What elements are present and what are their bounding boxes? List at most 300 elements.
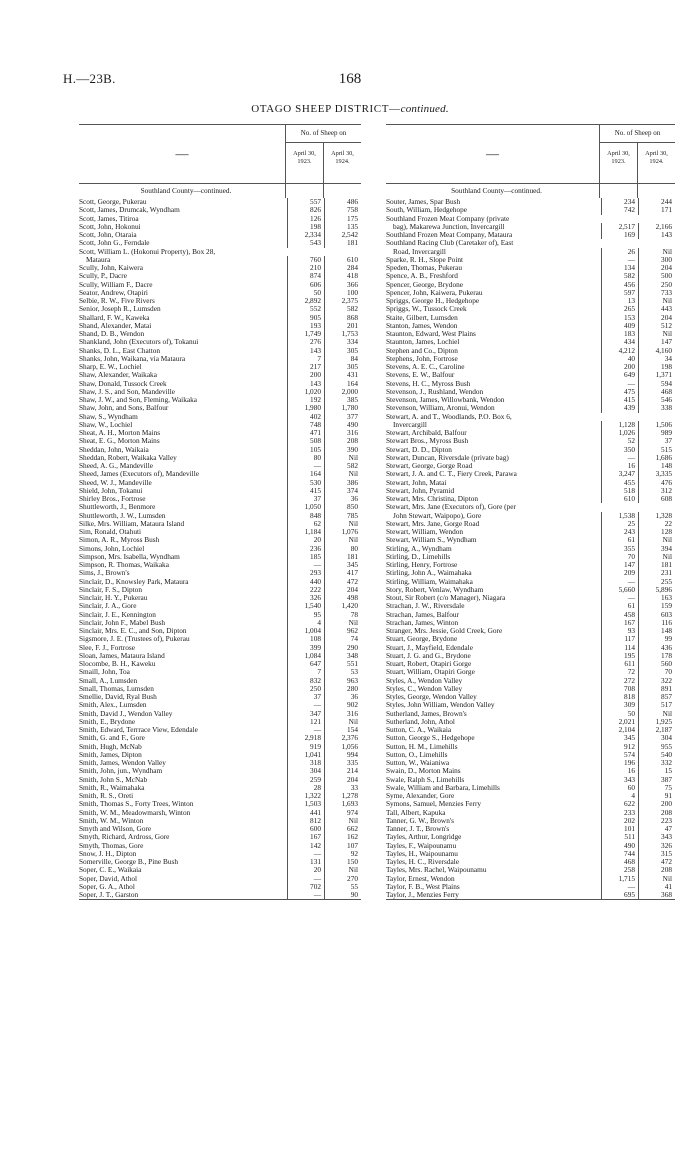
owner-name-line: Small, A., Lumsden (79, 676, 138, 685)
owner-name (79, 809, 287, 817)
sheep-1924: 335 (324, 759, 361, 767)
owner-name (79, 347, 287, 355)
owner-name (386, 272, 601, 280)
owner-name-line: Smith, Edward, Terrrace View, Edendale (79, 726, 198, 734)
table-row (386, 413, 675, 430)
owner-name (386, 701, 601, 709)
sheep-1923: 490 (601, 842, 638, 850)
sheep-1923: 62 (287, 520, 324, 528)
sheep-1923: 415 (287, 487, 324, 495)
sheep-1924: 135 (324, 223, 361, 231)
sheep-1923: 518 (601, 487, 638, 495)
owner-name (386, 215, 601, 232)
sheep-1924: 582 (324, 462, 361, 470)
table-row (386, 206, 675, 214)
owner-name-line: Tayles, H. C., Riversdale (386, 858, 460, 866)
sheep-1924: 546 (638, 396, 675, 404)
sheep-1924: 974 (324, 809, 361, 817)
sheep-1923: — (601, 883, 638, 891)
owner-name (79, 792, 287, 800)
sheep-1923: 37 (287, 495, 324, 503)
owner-name (79, 627, 287, 635)
sheep-1923: 848 (287, 512, 324, 520)
owner-name-line: Stephen and Co., Dipton (386, 346, 458, 355)
sheep-1923: — (601, 380, 638, 388)
sheep-1923: 26 (601, 248, 638, 256)
owner-list (386, 198, 675, 899)
sheep-1924: 2,166 (638, 223, 675, 231)
sheep-1923: 167 (601, 619, 638, 627)
sheep-1924: 338 (638, 404, 675, 412)
sheep-1924: Nil (324, 470, 361, 478)
table-row (79, 248, 361, 265)
owner-name-line: Shanks, John, Waikana, via Mataura (79, 354, 186, 363)
sheep-1924: Nil (324, 866, 361, 874)
owner-name-line: Stuart, J. G. and G., Brydone (386, 651, 471, 660)
sheep-1923: 50 (601, 710, 638, 718)
sheep-1923: 258 (601, 866, 638, 874)
owner-name-line: Stranger, Mrs. Jessie, Gold Creek, Gore (386, 627, 503, 635)
sheep-1923: 742 (601, 206, 638, 214)
sheep-1924: 962 (324, 627, 361, 635)
owner-name-line: Spence, A. B., Freshford (386, 272, 458, 281)
sheep-1924: 857 (638, 693, 675, 701)
owner-name-line: Sinclair, John F., Mabel Bush (79, 618, 166, 627)
page-header-ref: H.—23B. (63, 71, 116, 86)
sheep-1923: 143 (287, 380, 324, 388)
owner-name (386, 446, 601, 454)
sheep-1924: Nil (638, 297, 675, 305)
sheep-1924: 2,375 (324, 297, 361, 305)
sheep-1924: 476 (638, 479, 675, 487)
owner-name-line: Scott, John, Otaraia (79, 231, 137, 239)
owner-name-line: Stewart, John, Pyramid (386, 486, 455, 495)
sheep-1924: 498 (324, 594, 361, 602)
sheep-1924: 305 (324, 363, 361, 371)
sheep-1923: 702 (287, 883, 324, 891)
owner-name-line: Simpson, Mrs. Isabella, Wyndham (79, 552, 180, 561)
sheep-1923: 606 (287, 281, 324, 289)
sheep-1923: 276 (287, 338, 324, 346)
sheep-1924: 390 (324, 446, 361, 454)
owner-name (386, 487, 601, 495)
owner-name-line: South, William, Hedgehope (386, 206, 468, 215)
sheep-1923: 826 (287, 206, 324, 214)
table-row (386, 495, 675, 503)
sheep-1923: 508 (287, 437, 324, 445)
sheep-1923: 185 (287, 553, 324, 561)
owner-name-line: Scott, James, Titiroa (79, 214, 139, 223)
sheep-1924: 107 (324, 842, 361, 850)
sheep-1923: 37 (287, 693, 324, 701)
owner-name (79, 388, 287, 396)
owner-name-line: Tanner, J. T., Brown's (386, 825, 450, 833)
sheep-1924: 1,076 (324, 528, 361, 536)
sheep-1924: 472 (324, 578, 361, 586)
owner-name (386, 800, 601, 808)
sheep-1923: 455 (601, 479, 638, 487)
owner-name-line: Stuart, William, Otapiri Gorge (386, 668, 475, 677)
sheep-1924: Nil (324, 536, 361, 544)
sheep-1924: 1,780 (324, 404, 361, 412)
sheep-1923: 72 (601, 668, 638, 676)
owner-name (79, 866, 287, 874)
left-table (79, 124, 361, 900)
owner-name-line: Southland Frozen Meat Company, Mataura (386, 231, 513, 239)
owner-name (79, 380, 287, 388)
owner-name (386, 437, 601, 445)
owner-name (79, 404, 287, 412)
owner-name (386, 660, 601, 668)
table-row (386, 503, 675, 520)
owner-name-line: Stewart, Duncan, Riversdale (private bag) (386, 453, 509, 462)
owner-name-line: Swale, Ralph S., Limehills (386, 775, 465, 784)
owner-name (386, 520, 601, 528)
owner-name (79, 668, 287, 676)
owner-name-line: Smith, Alex., Lumsden (79, 701, 147, 710)
table-row (79, 239, 361, 247)
owner-name (386, 239, 601, 256)
sheep-1923: 16 (601, 462, 638, 470)
sheep-1924: 74 (324, 635, 361, 643)
owner-name (79, 528, 287, 536)
owner-name-line: Shirley Bros., Fortrose (79, 495, 146, 503)
owner-name (79, 536, 287, 544)
sheep-1923: 760 (287, 256, 324, 264)
owner-name-line: Swale, William and Barbara, Limehills (386, 783, 500, 792)
sheep-1924: 175 (324, 215, 361, 223)
sheep-1924: 181 (324, 239, 361, 247)
sheep-1924: 1,328 (638, 512, 675, 520)
owner-name-line: Styles, C., Wendon Valley (386, 684, 463, 693)
owner-name (79, 289, 287, 297)
owner-name (79, 371, 287, 379)
owner-name (386, 305, 601, 313)
sheep-1923: 169 (601, 231, 638, 239)
title-continued: continued. (400, 103, 449, 115)
sheep-1924: 70 (638, 668, 675, 676)
sheep-1924: 385 (324, 396, 361, 404)
owner-name-line: Sutherland, James, Brown's (386, 709, 467, 718)
sheep-1924: 551 (324, 660, 361, 668)
owner-name-line: Stevens, A. E. C., Caroline (386, 363, 465, 371)
owner-name-line: Scott, George, Pukerau (79, 198, 147, 206)
sheep-1924: 334 (324, 338, 361, 346)
owner-name (79, 759, 287, 767)
owner-name (386, 371, 601, 379)
sheep-1924: 2,376 (324, 734, 361, 742)
sheep-1924: 785 (324, 512, 361, 520)
sheep-1924: 159 (638, 602, 675, 610)
owner-name-line: Strachan, J. W., Riversdale (386, 602, 465, 611)
sheep-1924: 387 (638, 776, 675, 784)
owner-name-line: Smith, W. M., Meadowmarsh, Winton (79, 808, 191, 817)
sheep-1924: 290 (324, 644, 361, 652)
sheep-1923: 80 (287, 454, 324, 462)
table-header (386, 125, 675, 184)
owner-name (79, 685, 287, 693)
owner-name (79, 421, 287, 429)
table-header (79, 125, 361, 184)
sheep-1923: 20 (287, 866, 324, 874)
owner-name-line: Styles, A., Wendon Valley (386, 676, 463, 685)
owner-name-line: Sutton, O., Limehills (386, 750, 448, 759)
sheep-1923: 250 (287, 685, 324, 693)
sheep-1924: 91 (638, 792, 675, 800)
owner-name-continuation: Road, Invercargill (393, 246, 446, 256)
sheep-1923: 2,918 (287, 734, 324, 742)
owner-name (79, 470, 287, 478)
owner-name (386, 891, 601, 899)
owner-name (386, 380, 601, 388)
owner-name (79, 314, 287, 322)
owner-name (386, 776, 601, 784)
sheep-1923: 399 (287, 644, 324, 652)
sheep-1923: 134 (601, 264, 638, 272)
owner-name-line: Stephens, John, Fortrose (386, 354, 458, 363)
sheep-1924: Nil (324, 817, 361, 825)
owner-name (386, 825, 601, 833)
owner-name (386, 850, 601, 858)
col-1923-header: April 30, 1923. (607, 150, 630, 165)
owner-name (79, 734, 287, 742)
right-table (386, 124, 675, 900)
owner-name (79, 231, 287, 239)
sheep-1924: 758 (324, 206, 361, 214)
owner-name-line: Symons, Samuel, Menzies Ferry (386, 800, 482, 809)
sheep-1924: 75 (638, 784, 675, 792)
owner-name-line: Stewart, D. D., Dipton (386, 445, 452, 454)
sheep-1923: 440 (287, 578, 324, 586)
owner-name (79, 223, 287, 231)
table-row (79, 891, 361, 899)
sheep-1924: 368 (638, 891, 675, 899)
sheep-1923: 105 (287, 446, 324, 454)
sheep-1923: 552 (287, 305, 324, 313)
sheep-1923: 748 (287, 421, 324, 429)
sheep-1923: 200 (601, 363, 638, 371)
owner-name-line: Sims, J., Brown's (79, 569, 130, 578)
sheep-1924: 1,686 (638, 454, 675, 462)
owner-name-line: Sheddan, John, Waikaia (79, 445, 149, 454)
owner-name-line: Stevens, H. C., Myross Bush (386, 379, 471, 388)
owner-list (79, 198, 361, 899)
sheep-1924: 1,506 (638, 421, 675, 429)
owner-name (386, 404, 601, 412)
owner-name (79, 487, 287, 495)
owner-name (386, 809, 601, 817)
owner-name-line: Southland Frozen Meat Company (private (386, 214, 510, 223)
owner-name (386, 413, 601, 430)
owner-name (79, 297, 287, 305)
sheep-1924: 198 (638, 363, 675, 371)
sheep-1923: — (287, 875, 324, 883)
sheep-1924: 394 (638, 545, 675, 553)
owner-name-line: Stewart, J. A. and C. T., Fiery Creek, Parawa (386, 470, 517, 479)
sheep-1923: 812 (287, 817, 324, 825)
sheep-1924: 540 (638, 751, 675, 759)
owner-name (386, 289, 601, 297)
owner-name-line: Slocombe, B. H., Kaweku (79, 660, 156, 668)
owner-name-line: Smyth, Thomas, Gore (79, 841, 144, 850)
sheep-1924: 47 (638, 825, 675, 833)
sheep-1923: 143 (287, 347, 324, 355)
owner-name (79, 272, 287, 280)
sheep-1923: 1,128 (601, 421, 638, 429)
sheep-1924: 223 (638, 817, 675, 825)
owner-name-line: Somerville, George B., Pine Bush (79, 858, 178, 866)
sheep-1924: 3,335 (638, 470, 675, 478)
owner-name-line: Simons, John, Lochiel (79, 544, 145, 553)
owner-name-line: Sinclair, H. Y., Pukerau (79, 594, 148, 602)
sheep-1923: 832 (287, 677, 324, 685)
owner-name-line: Smellie, David, Ryal Bush (79, 693, 157, 701)
owner-name (79, 718, 287, 726)
owner-name-line: Scott, John G., Ferndale (79, 239, 150, 248)
owner-name-line: Tall, Albert, Kapuka (386, 808, 446, 817)
owner-name-line: Soper, David, Athol (79, 874, 138, 883)
sheep-1924: 100 (324, 289, 361, 297)
sheep-1924: 244 (638, 198, 675, 206)
owner-name (386, 503, 601, 520)
owner-name (386, 858, 601, 866)
owner-name-line: Soper, G. A., Athol (79, 882, 135, 891)
sheep-1924: 989 (638, 429, 675, 437)
sheep-1923: 530 (287, 479, 324, 487)
owner-name-line: Shaw, John, and Sons, Balfour (79, 404, 169, 413)
owner-name (79, 800, 287, 808)
owner-name-line: Sheed, W. J., Mandeville (79, 478, 152, 487)
sheep-1923: 4,212 (601, 347, 638, 355)
sheep-1924: 662 (324, 825, 361, 833)
owner-name (386, 734, 601, 742)
owner-name-line: Simpson, R. Thomas, Waikaka (79, 561, 169, 569)
sheep-1923: 2,517 (601, 223, 638, 231)
sheep-1923: 343 (601, 776, 638, 784)
sheep-1924: 500 (638, 272, 675, 280)
sheep-1924: 143 (638, 231, 675, 239)
sheep-1923: 434 (601, 338, 638, 346)
sheep-1923: 192 (287, 396, 324, 404)
sheep-1923: 202 (601, 817, 638, 825)
owner-name (386, 718, 601, 726)
table-row (386, 891, 675, 899)
sheep-1924: 1,693 (324, 800, 361, 808)
owner-name (79, 710, 287, 718)
sheep-1924: Nil (638, 536, 675, 544)
sheep-1924: 902 (324, 701, 361, 709)
sheep-1923: 217 (287, 363, 324, 371)
owner-name-line: Small, Thomas, Lumsden (79, 684, 154, 693)
owner-name (79, 833, 287, 841)
sheep-1923: — (287, 561, 324, 569)
owner-name-line: Smaill, John, Toa (79, 668, 130, 677)
sheep-1923: 5,660 (601, 586, 638, 594)
owner-name (79, 776, 287, 784)
sheep-1923: 744 (601, 850, 638, 858)
owner-name (79, 767, 287, 775)
sheep-1923: 209 (601, 569, 638, 577)
owner-name (386, 347, 601, 355)
sheep-1923: 60 (601, 784, 638, 792)
owner-name (79, 842, 287, 850)
sheep-1924: 304 (638, 734, 675, 742)
sheep-1923: 25 (601, 520, 638, 528)
sheep-1924: 204 (324, 776, 361, 784)
owner-name-line: Shaw, S., Wyndham (79, 412, 138, 421)
sheep-1924: 560 (638, 660, 675, 668)
owner-name (79, 561, 287, 569)
sheep-1923: 13 (601, 297, 638, 305)
owner-name (386, 281, 601, 289)
owner-name (79, 701, 287, 709)
owner-name-line: Stirling, A., Wyndham (386, 544, 452, 553)
owner-name-line: Sheat, E. G., Morton Mains (79, 437, 160, 446)
sheep-1923: — (601, 454, 638, 462)
sheep-1924: 178 (638, 652, 675, 660)
sheep-1923: 905 (287, 314, 324, 322)
owner-name (386, 685, 601, 693)
sheep-1923: 4 (287, 619, 324, 627)
sheep-1924: 610 (324, 256, 361, 264)
sheep-1924: 171 (638, 206, 675, 214)
sheep-1923: 1,050 (287, 503, 324, 511)
sheep-1923: 647 (287, 660, 324, 668)
sheep-1923: 304 (287, 767, 324, 775)
owner-name (386, 668, 601, 676)
sheep-1923: 293 (287, 569, 324, 577)
owner-name (79, 635, 287, 643)
sheep-1924: 443 (638, 305, 675, 313)
sheep-1923: 4 (601, 792, 638, 800)
sheep-1923: 1,041 (287, 751, 324, 759)
sheep-1923: 40 (601, 355, 638, 363)
owner-name-line: Stewart, Mrs. Christina, Dipton (386, 495, 479, 503)
owner-name-line: Smith, James, Wendon Valley (79, 759, 166, 767)
owner-name-line: Stout, Sir Robert (c/o Manager), Niagara (386, 594, 506, 602)
owner-name (386, 297, 601, 305)
sheep-1924: 231 (638, 569, 675, 577)
owner-name-line: Sheat, A. H., Morton Mains (79, 429, 161, 437)
sheep-1923: 200 (287, 371, 324, 379)
sheep-1924: 208 (638, 809, 675, 817)
sheep-1924: 472 (638, 858, 675, 866)
sheep-1923: 272 (601, 677, 638, 685)
owner-name (386, 611, 601, 619)
sheep-1923: 196 (601, 759, 638, 767)
owner-name-line: Stewart Bros., Myross Bush (386, 437, 469, 446)
owner-name (386, 528, 601, 536)
col-1923-header: April 30, 1923. (293, 150, 316, 165)
owner-name (386, 833, 601, 841)
owner-name (79, 602, 287, 610)
sheep-1923: 471 (287, 429, 324, 437)
sheep-1924: 963 (324, 677, 361, 685)
sheep-1924: 594 (638, 380, 675, 388)
sheep-1924: 955 (638, 743, 675, 751)
owner-name-line: Shield, John, Tokanui (79, 486, 143, 495)
owner-name (79, 281, 287, 289)
sheep-1923: 61 (601, 602, 638, 610)
sheep-1924: 345 (324, 561, 361, 569)
sheep-1924: 582 (324, 305, 361, 313)
sheep-1923: 611 (601, 660, 638, 668)
owner-name-line: Sim, Ronald, Otahuti (79, 528, 142, 536)
owner-name-line: Silke, Mrs. William, Mataura Island (79, 519, 185, 528)
sheep-1924: 1,056 (324, 743, 361, 751)
owner-name-line: Smith, John, jun., Wyndham (79, 767, 163, 776)
owner-name (386, 231, 601, 239)
